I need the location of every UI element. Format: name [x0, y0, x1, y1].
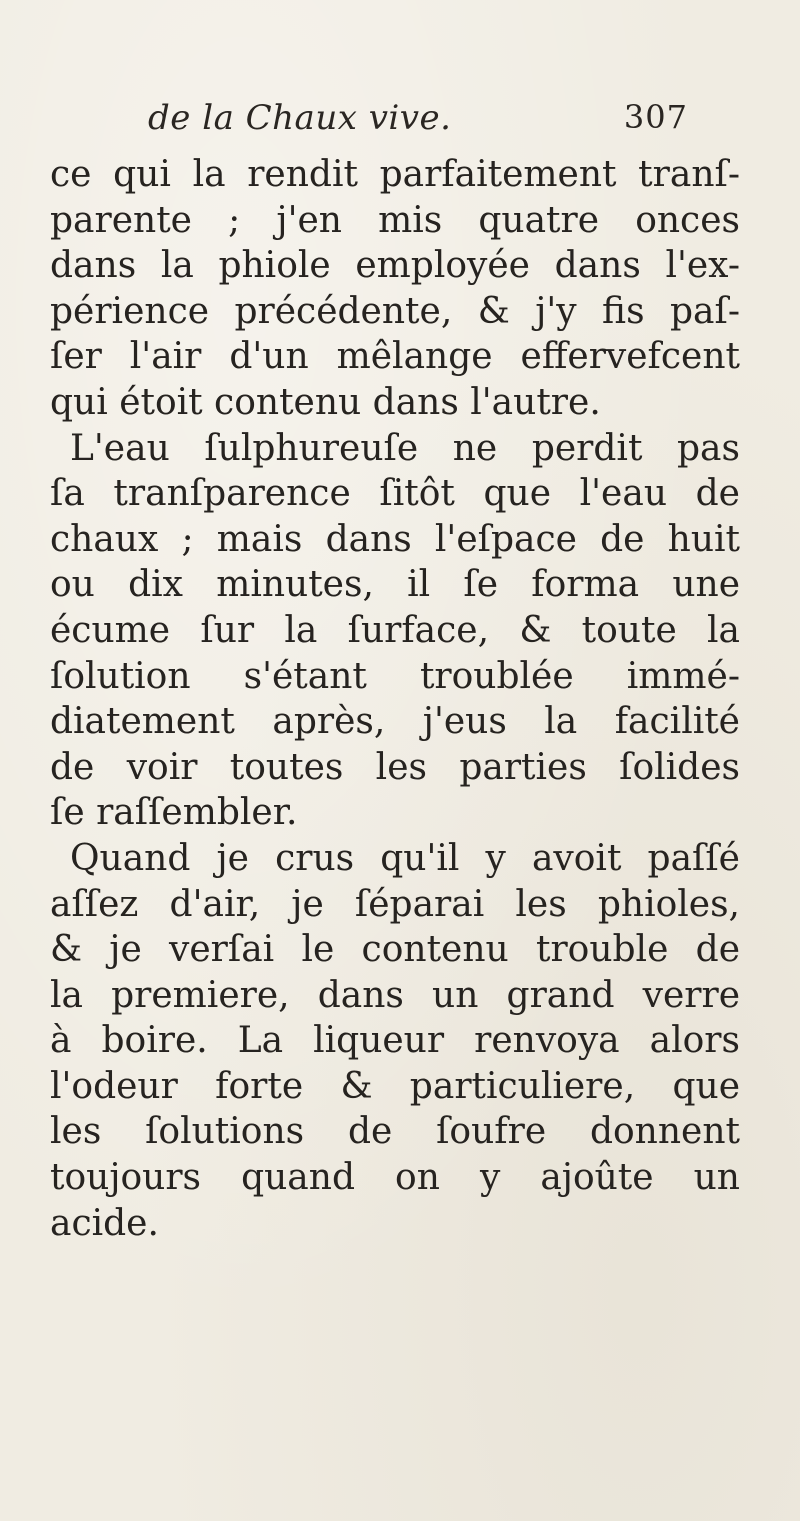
running-head	[148, 98, 688, 148]
text-line: L'eau ſulphureuſe ne perdit pas	[70, 427, 740, 469]
text-line: Quand je crus qu'il y avoit paſſé	[70, 837, 740, 879]
text-line: ſolution s'étant troublée immé-	[50, 655, 740, 697]
text-line: toujours quand on y ajoûte un	[50, 1157, 740, 1199]
text-line: acide.	[50, 1202, 159, 1244]
body-text	[50, 152, 740, 1246]
text-line: les ſolutions de ſoufre donnent	[50, 1111, 740, 1153]
text-line: l'odeur forte & particuliere, que	[50, 1065, 740, 1107]
text-line: périence précédente, & j'y fis paſ-	[50, 290, 740, 332]
text-line: à boire. La liqueur renvoya alors	[50, 1020, 740, 1062]
text-line: ou dix minutes, il ſe forma une	[50, 564, 740, 606]
text-line: ſe raſſembler.	[50, 792, 298, 834]
text-line: qui étoit contenu dans l'autre.	[50, 381, 601, 423]
text-line: chaux ; mais dans l'eſpace de huit	[50, 518, 740, 560]
text-line: & je verſai le contenu trouble de	[50, 929, 740, 971]
text-line: la premiere, dans un grand verre	[50, 974, 740, 1016]
running-title: de la Chaux vive.	[148, 98, 452, 138]
text-line: ſer l'air d'un mêlange effervefcent	[50, 336, 740, 378]
text-line: dans la phiole employée dans l'ex-	[50, 245, 740, 287]
text-line: écume ſur la ſurface, & toute la	[50, 609, 740, 651]
text-line: aſſez d'air, je ſéparai les phioles,	[50, 883, 740, 925]
text-line: ce qui la rendit parfaitement tranſ-	[50, 154, 740, 195]
text-line: parente ; j'en mis quatre onces	[50, 199, 740, 241]
text-line: de voir toutes les parties ſolides	[50, 746, 740, 788]
text-line: diatement après, j'eus la facilité	[50, 701, 740, 743]
text-line: ſa tranſparence ſitôt que l'eau de	[50, 473, 740, 515]
page-number: 307	[623, 98, 688, 136]
